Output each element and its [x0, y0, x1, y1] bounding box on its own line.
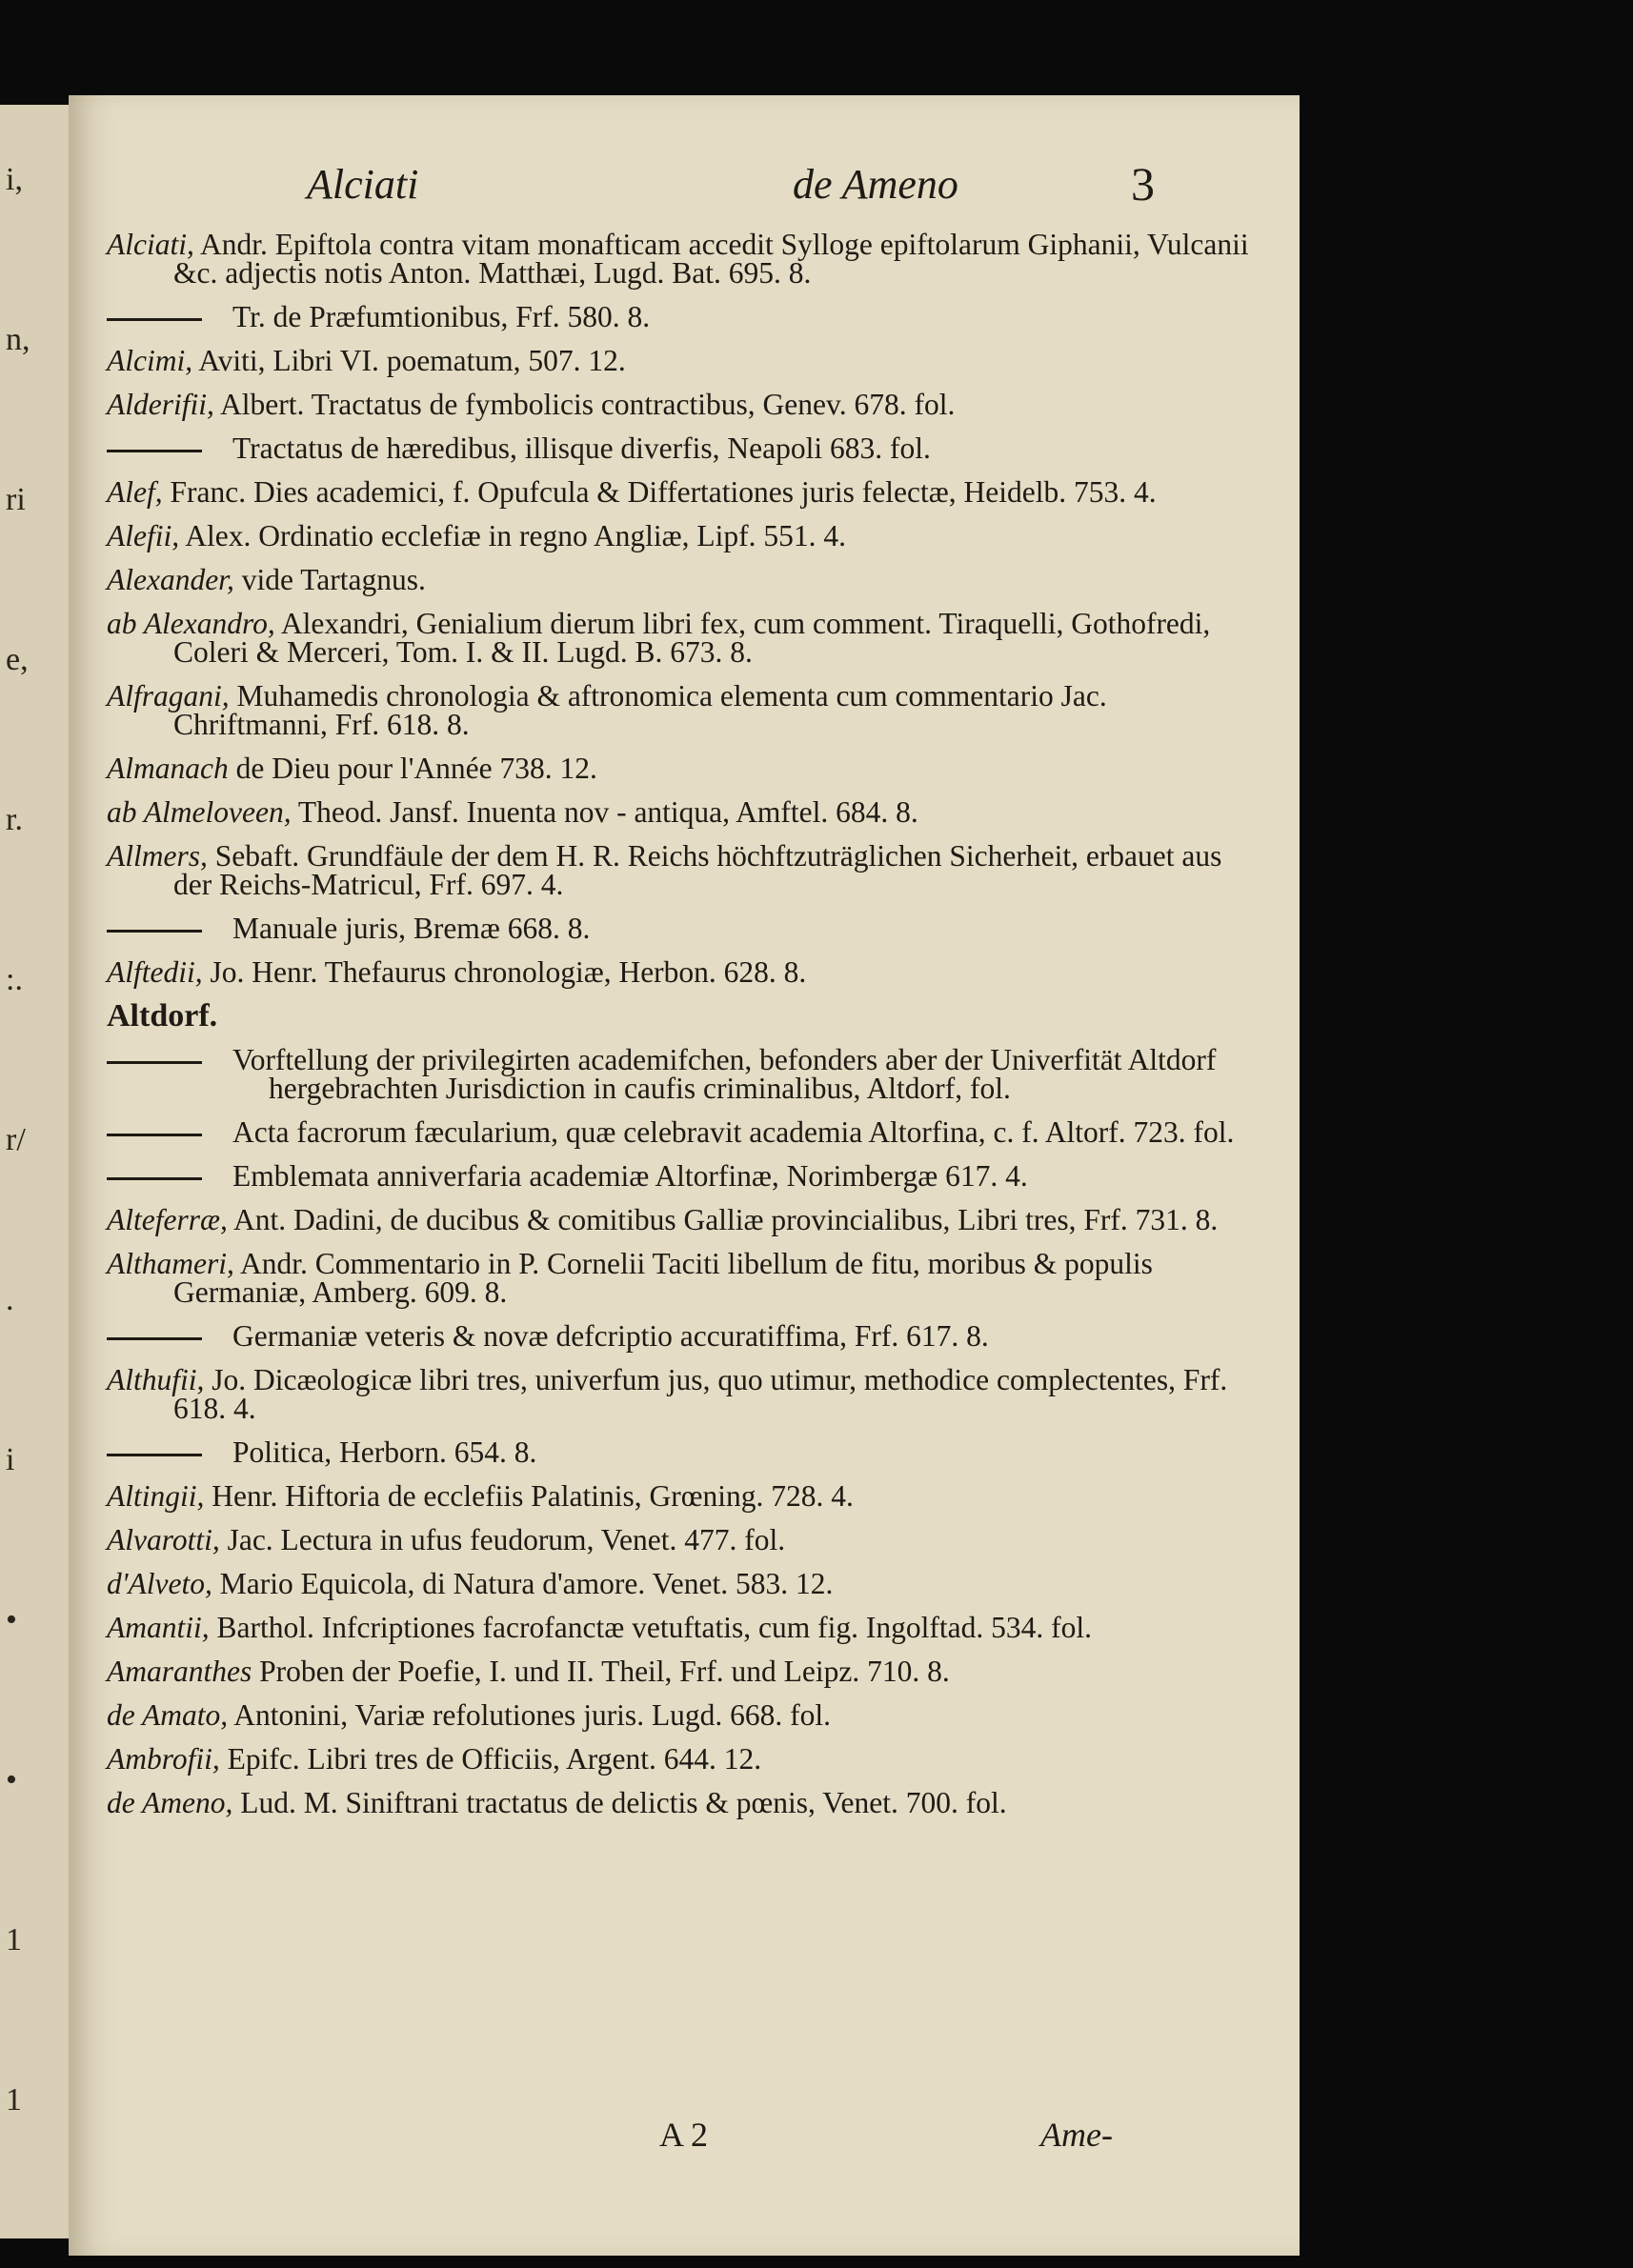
ditto-dash [107, 930, 202, 933]
prev-page-fragment: e, [6, 642, 29, 677]
ditto-dash [107, 1454, 202, 1456]
entry-text: Sebaft. Grundfäule der dem H. R. Reichs höchftzuträglichen Sicherheit, erbauet aus der Reichs-Matricul, Frf. 697. 4. [173, 839, 1222, 901]
entry-text: Andr. Commentario in P. Cornelii Taciti libellum de fitu, moribus & populis Germaniæ, Amberg. 609. 8. [173, 1247, 1153, 1309]
entry-text: de Dieu pour l'Année 738. 12. [228, 752, 597, 785]
page-number: 3 [1131, 157, 1155, 211]
entry-text: Lud. M. Siniftrani tractatus de delictis & pœnis, Venet. 700. fol. [232, 1786, 1007, 1819]
entry-author: Alexandro, [143, 607, 275, 640]
catalog-entry [107, 914, 1260, 943]
catalog-entry [107, 1159, 1260, 1193]
prev-page-fragment: 1 [6, 2082, 22, 2117]
catalog-entry [107, 1363, 1260, 1425]
prev-page-fragment: • [6, 1602, 17, 1637]
prev-page-fragment: • [6, 1762, 17, 1797]
entry-prefix: ab [107, 607, 144, 640]
running-header [69, 157, 1300, 217]
header-center: de Ameno [793, 161, 958, 208]
entry-text: Andr. Epiftola contra vitam monafticam accedit Sylloge epiftolarum Giphanii, Vulcanii &c. adjectis notis Anton. Matthæi, Lugd. Bat. 695. 8. [173, 228, 1249, 290]
book-page [69, 95, 1300, 2256]
entry-author: Ambrofii, [107, 1742, 220, 1776]
ditto-dash [107, 1134, 202, 1136]
entry-text: Epifc. Libri tres de Officiis, Argent. 644. 12. [219, 1742, 762, 1776]
ditto-dash [107, 1337, 202, 1340]
catalog-entry [107, 228, 1260, 290]
entry-text: Tractatus de hæredibus, illisque diverfis, Neapoli 683. fol. [232, 432, 931, 465]
entry-text: Manuale juris, Bremæ 668. 8. [232, 912, 591, 945]
entry-author: Almeloveen, [143, 795, 292, 829]
ditto-dash [107, 450, 202, 452]
prev-page-fragment: r. [6, 802, 23, 837]
page-footer [69, 2115, 1300, 2162]
entry-text: Albert. Tractatus de fymbolicis contractibus, Genev. 678. fol. [213, 388, 956, 421]
entry-text: Antonini, Variæ refolutiones juris. Lugd. 668. fol. [228, 1698, 832, 1732]
entry-author: Altingii, [107, 1479, 205, 1513]
entry-text: Alex. Ordinatio ecclefiæ in regno Angliæ, Lipf. 551. 4. [179, 519, 846, 552]
entry-author: Alveto, [128, 1567, 212, 1600]
entry-prefix: d' [107, 1567, 129, 1600]
catalog-entry [107, 1479, 1260, 1513]
catalog-entry [107, 1786, 1260, 1819]
catalog-entry [107, 563, 1260, 596]
catalog-entry [107, 1567, 1260, 1600]
entry-text: Alexandri, Genialium dierum libri fex, cum comment. Tiraquelli, Gothofredi, Coleri & Merceri, Tom. I. & II. Lugd. B. 673. 8. [173, 607, 1211, 669]
entry-author: Alteferræ, [107, 1203, 228, 1236]
prev-page-fragment: 1 [6, 1922, 22, 1957]
catalog-entry [107, 519, 1260, 552]
entry-text: vide Tartagnus. [233, 563, 426, 596]
entry-text: Emblemata anniverfaria academiæ Altorfinæ, Norimbergæ 617. 4. [232, 1159, 1028, 1193]
catalog-entry [107, 1698, 1260, 1732]
entry-text: Muhamedis chronologia & aftronomica elementa cum commentario Jac. Chriftmanni, Frf. 618. 8. [173, 679, 1107, 741]
catalog-entry [107, 1043, 1260, 1105]
entry-prefix: ab [107, 795, 144, 829]
catalog-entry [107, 1247, 1260, 1309]
catalog-entry [107, 1742, 1260, 1776]
catalog-entries [107, 228, 1260, 1833]
catalog-entry [107, 1203, 1260, 1236]
prev-page-fragment: i [6, 1442, 15, 1477]
entry-text: Germaniæ veteris & novæ defcriptio accuratiffima, Frf. 617. 8. [232, 1319, 989, 1353]
entry-text: Proben der Poefie, I. und II. Theil, Frf. und Leipz. 710. 8. [252, 1655, 950, 1688]
catalog-entry [107, 388, 1260, 421]
entry-text: Politica, Herborn. 654. 8. [232, 1435, 537, 1469]
catalog-entry [107, 1115, 1260, 1149]
catalog-entry [107, 1523, 1260, 1556]
entry-text: Henr. Hiftoria de ecclefiis Palatinis, Grœning. 728. 4. [204, 1479, 854, 1513]
entry-author: Althameri, [107, 1247, 234, 1280]
entry-author: Alciati, [107, 228, 194, 261]
entry-author: Almanach [107, 752, 229, 785]
signature-mark: A 2 [659, 2116, 709, 2154]
entry-author: Amantii, [107, 1611, 210, 1644]
entry-author: Amaranthes [107, 1655, 252, 1688]
entry-text: Mario Equicola, di Natura d'amore. Venet. 583. 12. [212, 1567, 834, 1600]
prev-page-fragment: n, [6, 322, 30, 357]
entry-text: Tr. de Præfumtionibus, Frf. 580. 8. [232, 300, 651, 333]
entry-author: Alef, [107, 475, 163, 509]
entry-author: Amato, [142, 1698, 229, 1732]
catalog-entry [107, 607, 1260, 669]
ditto-dash [107, 1177, 202, 1180]
catalog-entry [107, 344, 1260, 377]
entry-author: Alderifii, [107, 388, 214, 421]
entry-text: Altdorf. [107, 998, 218, 1034]
entry-author: Alftedii, [107, 955, 203, 989]
entry-text: Vorftellung der privilegirten academifchen, befonders aber der Univerfität Altdorf hergebrachten Jurisdiction in caufis criminalibus, Altdorf, fol. [232, 1043, 1217, 1105]
entry-text: Barthol. Infcriptiones facrofanctæ vetuftatis, cum fig. Ingolftad. 534. fol. [209, 1611, 1092, 1644]
prev-page-fragment: . [6, 1282, 14, 1317]
entry-text: Jo. Henr. Thefaurus chronologiæ, Herbon. 628. 8. [202, 955, 807, 989]
catalog-entry [107, 839, 1260, 901]
prev-page-fragment: :. [6, 962, 23, 997]
entry-text: Jo. Dicæologicæ libri tres, univerfum jus, quo utimur, methodice complectentes, Frf. 618. 4. [173, 1363, 1228, 1425]
entry-text: Theod. Jansf. Inuenta nov - antiqua, Amftel. 684. 8. [291, 795, 918, 829]
entry-author: Alcimi, [107, 344, 193, 377]
entry-text: Aviti, Libri VI. poematum, 507. 12. [192, 344, 626, 377]
entry-text: Ant. Dadini, de ducibus & comitibus Galliæ provincialibus, Libri tres, Frf. 731. 8. [227, 1203, 1219, 1236]
catalog-entry [107, 1657, 1260, 1686]
ditto-dash [107, 318, 202, 321]
entry-author: Alexander, [107, 563, 234, 596]
entry-author: Alvarotti, [107, 1523, 220, 1556]
catalog-entry [107, 1435, 1260, 1469]
prev-page-fragment: i, [6, 162, 23, 197]
catalog-entry [107, 1319, 1260, 1353]
entry-prefix: de [107, 1698, 143, 1732]
section-heading [107, 998, 1260, 1034]
entry-text: Franc. Dies academici, f. Opufcula & Differtationes juris felectæ, Heidelb. 753. 4. [162, 475, 1157, 509]
entry-author: Ameno, [142, 1786, 233, 1819]
entry-prefix: de [107, 1786, 143, 1819]
catalog-entry [107, 679, 1260, 741]
previous-page-edge [0, 105, 71, 2238]
catalog-entry [107, 1611, 1260, 1644]
ditto-dash [107, 1061, 202, 1064]
catalog-entry [107, 475, 1260, 509]
header-left: Alciati [307, 161, 419, 208]
entry-text: Acta facrorum fæcularium, quæ celebravit academia Altorfina, c. f. Altorf. 723. fol. [232, 1115, 1235, 1149]
catchword: Ame- [1040, 2116, 1113, 2154]
entry-author: Alfragani, [107, 679, 230, 713]
catalog-entry [107, 955, 1260, 989]
catalog-entry [107, 795, 1260, 829]
catalog-entry [107, 434, 1260, 463]
prev-page-fragment: ri [6, 482, 26, 517]
entry-author: Althufii, [107, 1363, 205, 1396]
entry-author: Alefii, [107, 519, 180, 552]
catalog-entry [107, 754, 1260, 783]
entry-author: Allmers, [107, 839, 208, 873]
catalog-entry [107, 300, 1260, 333]
prev-page-fragment: r/ [6, 1122, 26, 1157]
entry-text: Jac. Lectura in ufus feudorum, Venet. 477. fol. [219, 1523, 786, 1556]
